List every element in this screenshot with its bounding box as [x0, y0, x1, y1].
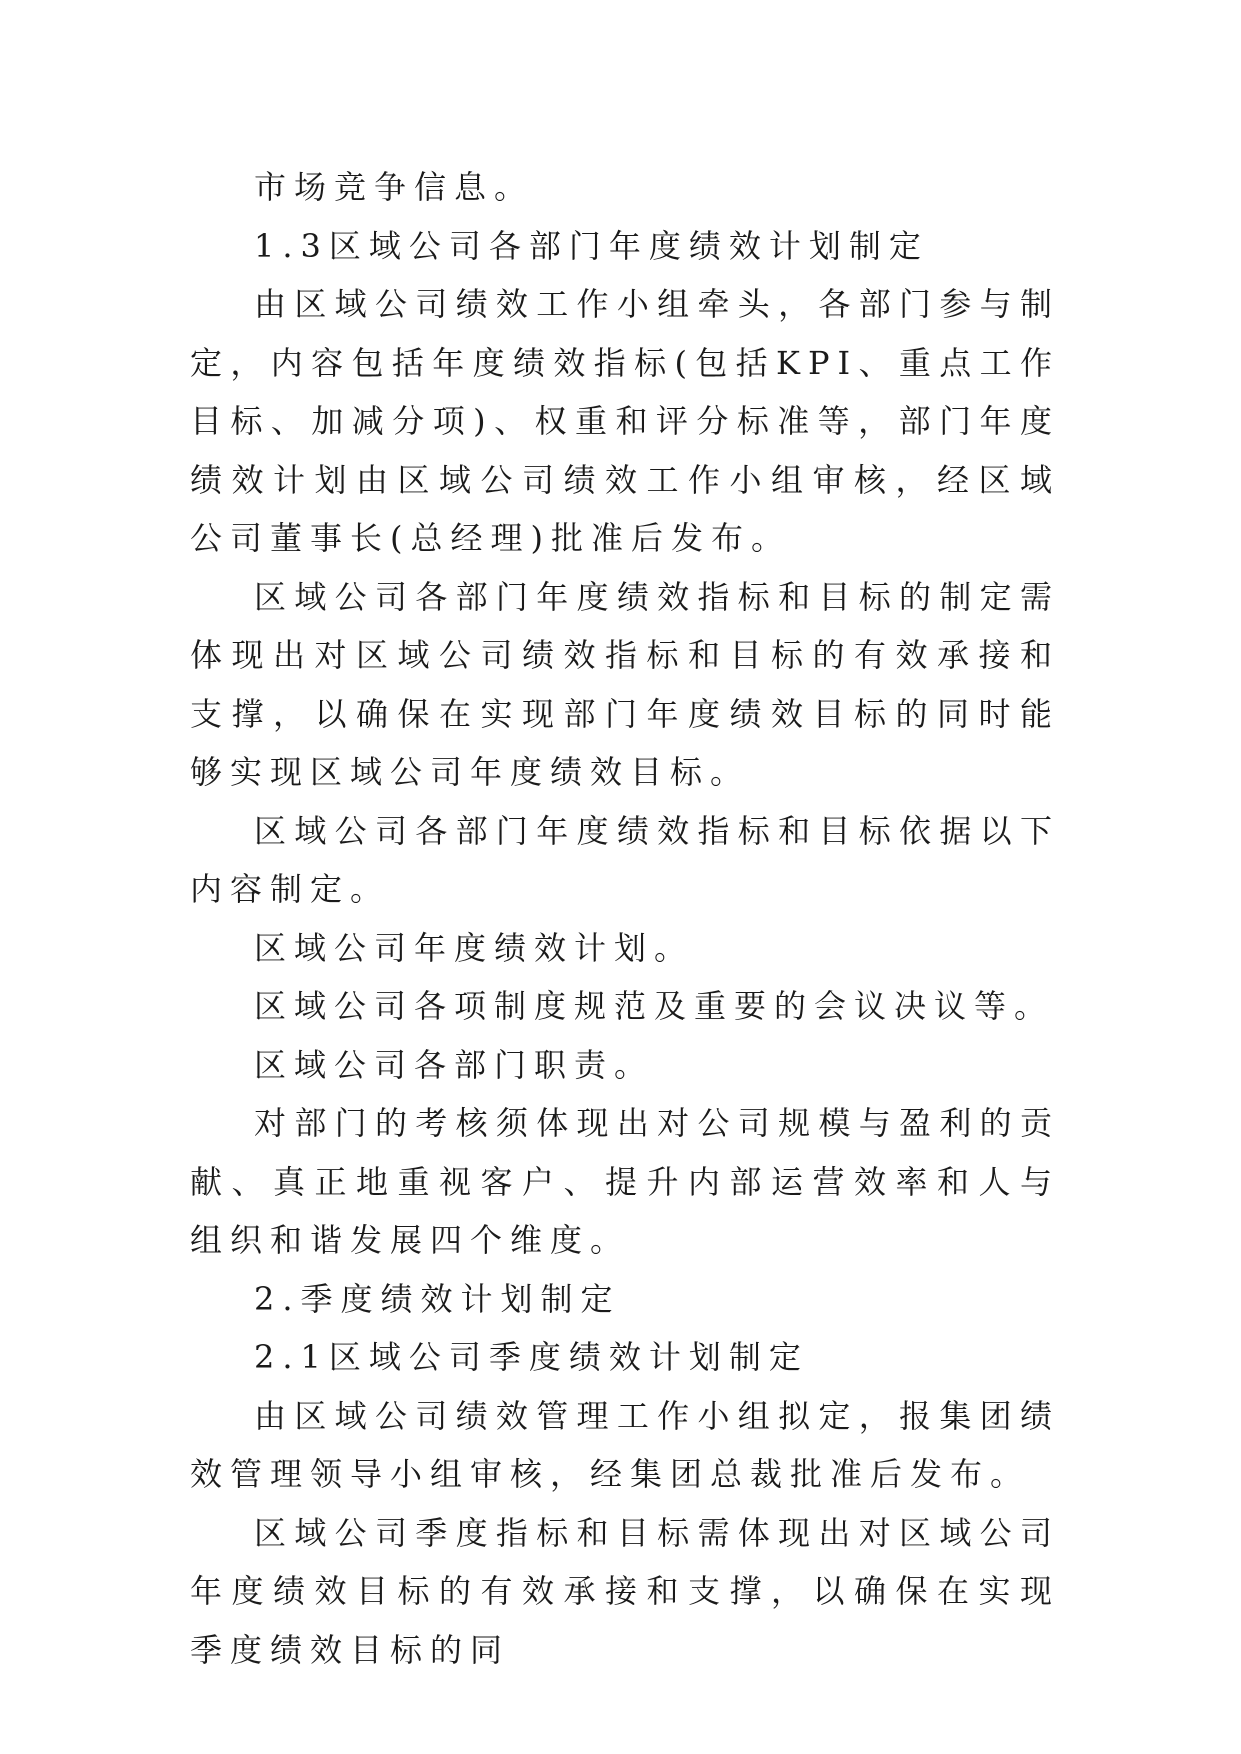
paragraph-market-info: 市场竞争信息。 — [254, 168, 535, 206]
list-item-dept-duties: 区域公司各部门职责。 — [254, 1045, 655, 1084]
heading-2-1-regional-quarterly-plan: 2.1区域公司季度绩效计划制定 — [254, 1338, 809, 1376]
heading-1-3-dept-annual-plan: 1.3区域公司各部门年度绩效计划制定 — [254, 226, 929, 265]
document-body — [190, 158, 1060, 1679]
paragraph-quarterly-target-alignment: 区域公司季度指标和目标需体现出对区域公司年度绩效目标的有效承接和支撑，以确保在实现季度绩效目标的同 — [190, 1513, 1060, 1669]
paragraph-assessment-dimensions: 对部门的考核须体现出对公司规模与盈利的贡献、真正地重视客户、提升内部运营效率和人与组织和谐发展四个维度。 — [190, 1104, 1060, 1259]
list-item-regulations: 区域公司各项制度规范及重要的会议决议等。 — [254, 987, 1055, 1025]
paragraph-quarterly-plan-process: 由区域公司绩效管理工作小组拟定，报集团绩效管理领导小组审核，经集团总裁批准后发布。 — [190, 1396, 1060, 1493]
paragraph-dept-target-basis: 区域公司各部门年度绩效指标和目标依据以下内容制定。 — [190, 811, 1060, 908]
paragraph-dept-plan-process: 由区域公司绩效工作小组牵头，各部门参与制定，内容包括年度绩效指标(包括KPI、重点工作目标、加减分项)、权重和评分标准等，部门年度绩效计划由区域公司绩效工作小组审核，经区域公司董事长(总经理)批准后发布。 — [190, 285, 1060, 557]
paragraph-dept-target-alignment: 区域公司各部门年度绩效指标和目标的制定需体现出对区域公司绩效指标和目标的有效承接和支撑，以确保在实现部门年度绩效目标的同时能够实现区域公司年度绩效目标。 — [190, 577, 1060, 791]
heading-2-quarterly-plan: 2.季度绩效计划制定 — [254, 1279, 621, 1318]
list-item-annual-plan: 区域公司年度绩效计划。 — [254, 928, 695, 967]
